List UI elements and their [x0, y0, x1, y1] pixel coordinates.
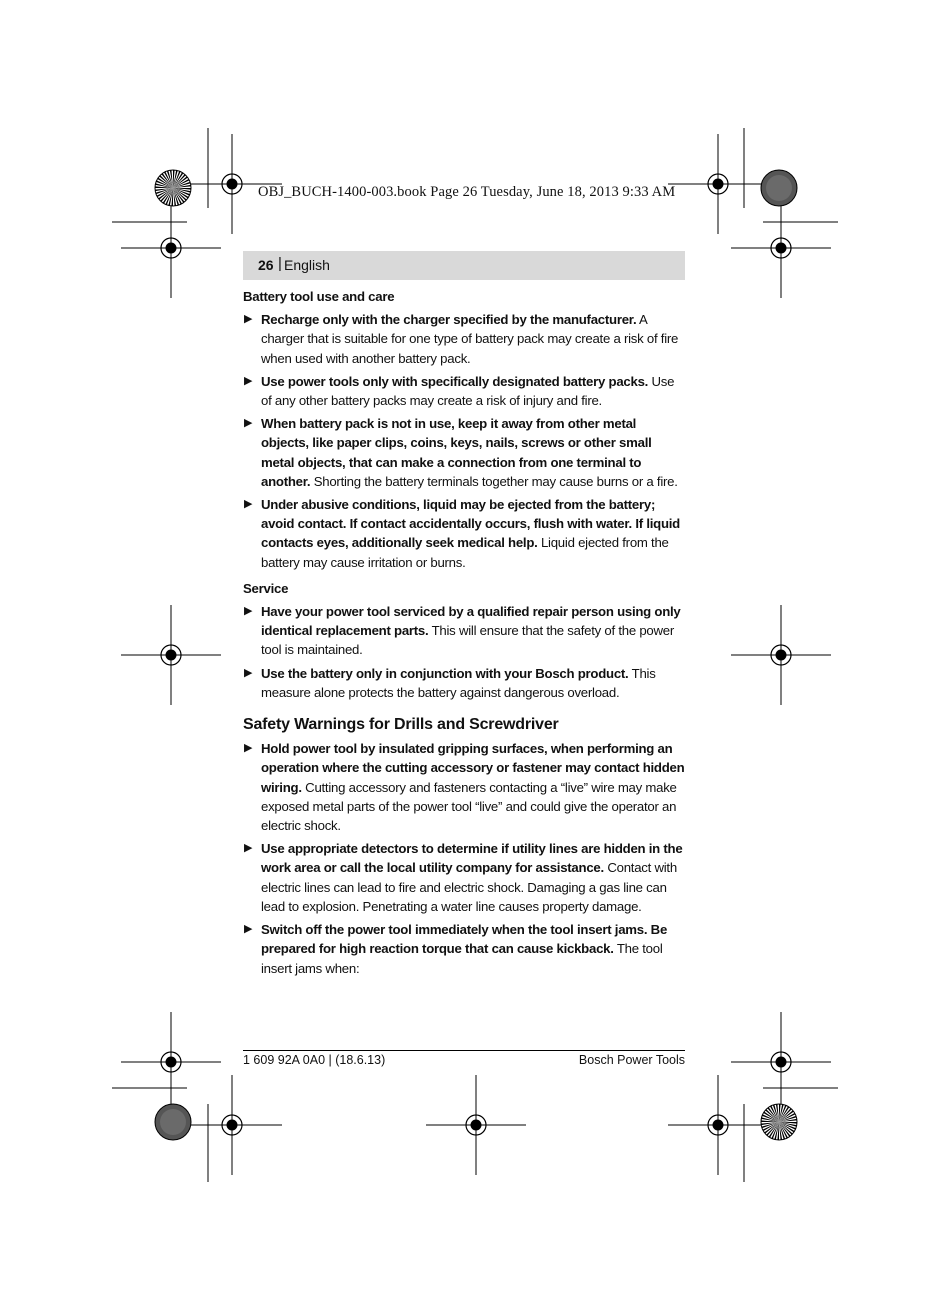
registration-mark [182, 1075, 282, 1175]
registration-mark [668, 134, 768, 234]
bullet-arrow-icon: ▶ [244, 417, 253, 430]
item-lead: When battery pack is not in use, keep it away from other metal objects, like paper clips, coins, keys, nails, screws or other small metal objects, that can make a connection from one terminal to another. [261, 416, 652, 489]
service-list [243, 602, 685, 702]
list-item [243, 414, 685, 491]
item-lead: Have your power tool serviced by a qualified repair person using only identical replacement parts. [261, 604, 681, 639]
bullet-arrow-icon: ▶ [244, 498, 253, 511]
list-item [243, 310, 685, 368]
bullet-arrow-icon: ▶ [244, 605, 253, 618]
section-title-drills: Safety Warnings for Drills and Screwdriver [243, 716, 559, 734]
drills-list [243, 739, 685, 977]
registration-mark [731, 605, 831, 705]
bullet-arrow-icon: ▶ [244, 842, 253, 855]
item-text: This measure alone protects the battery against dangerous overload. [261, 665, 656, 700]
list-item [243, 664, 685, 702]
list-item [243, 372, 685, 410]
registration-mark [121, 605, 221, 705]
item-lead: Hold power tool by insulated gripping surfaces, when performing an operation where the cutting accessory or fastener may contact hidden wiring. [261, 741, 685, 795]
item-lead: Use the battery only in conjunction with your Bosch product. [261, 665, 629, 681]
footer-rule [243, 1050, 685, 1051]
item-lead: Use appropriate detectors to determine if utility lines are hidden in the work area or call the local utility company for assistance. [261, 841, 683, 876]
registration-mark [731, 1012, 831, 1112]
list-item [243, 739, 685, 835]
header-separator: | [278, 255, 282, 272]
registration-mark [121, 198, 221, 298]
item-text: Cutting accessory and fasteners contacting a “live” wire may make exposed metal parts of the power tool “live” and could give the operator an electric shock. [261, 779, 677, 834]
bullet-arrow-icon: ▶ [244, 313, 253, 326]
section-title-service: Service [243, 580, 289, 596]
bullet-arrow-icon: ▶ [244, 666, 253, 679]
section-title-battery: Battery tool use and care [243, 289, 395, 304]
item-text: This will ensure that the safety of the power tool is maintained. [261, 623, 674, 658]
item-lead: Switch off the power tool immediately when the tool insert jams. Be prepared for high reaction torque that can cause kickback. [261, 922, 668, 957]
item-text: Shorting the battery terminals together may cause burns or a fire. [310, 473, 678, 489]
registration-mark [668, 1075, 768, 1175]
bullet-arrow-icon: ▶ [244, 923, 253, 936]
list-item [243, 602, 685, 660]
battery-list [243, 310, 685, 572]
registration-mark [121, 1012, 221, 1112]
header-language: English [284, 257, 330, 273]
list-item [243, 920, 685, 978]
bullet-arrow-icon: ▶ [244, 742, 253, 755]
item-text: Liquid ejected from the battery may cause irritation or burns. [261, 535, 669, 570]
item-text: Contact with electric lines can lead to fire and electric shock. Damaging a gas line can lead to explosion. Penetrating a water line causes property damage. [261, 860, 677, 914]
starburst-mark [155, 170, 191, 206]
list-item [243, 495, 685, 572]
starburst-mark [761, 1104, 797, 1140]
footer-doc-number: 1 609 92A 0A0 | (18.6.13) [243, 1053, 386, 1067]
file-slug: OBJ_BUCH-1400-003.book Page 26 Tuesday, June 18, 2013 9:33 AM [258, 184, 676, 200]
item-lead: Under abusive conditions, liquid may be ejected from the battery; avoid contact. If contact accidentally occurs, flush with water. If liquid contacts eyes, additionally seek medical help. [261, 497, 680, 551]
page-header-bar [243, 251, 685, 280]
item-lead: Recharge only with the charger specified by the manufacturer. [261, 312, 637, 328]
bullet-arrow-icon: ▶ [244, 374, 253, 387]
page-body [243, 287, 685, 982]
item-text: A charger that is suitable for one type of battery pack may create a risk of fire when used with another battery pack. [261, 312, 679, 366]
footer-brand: Bosch Power Tools [578, 1053, 685, 1067]
item-lead: Use power tools only with specifically designated battery packs. [261, 373, 649, 389]
list-item [243, 839, 685, 916]
page-number: 26 [258, 257, 274, 273]
item-text: The tool insert jams when: [261, 941, 663, 976]
item-text: Use of any other battery packs may create a risk of injury and fire. [261, 373, 675, 409]
registration-mark [426, 1075, 526, 1175]
registration-mark [731, 198, 831, 298]
